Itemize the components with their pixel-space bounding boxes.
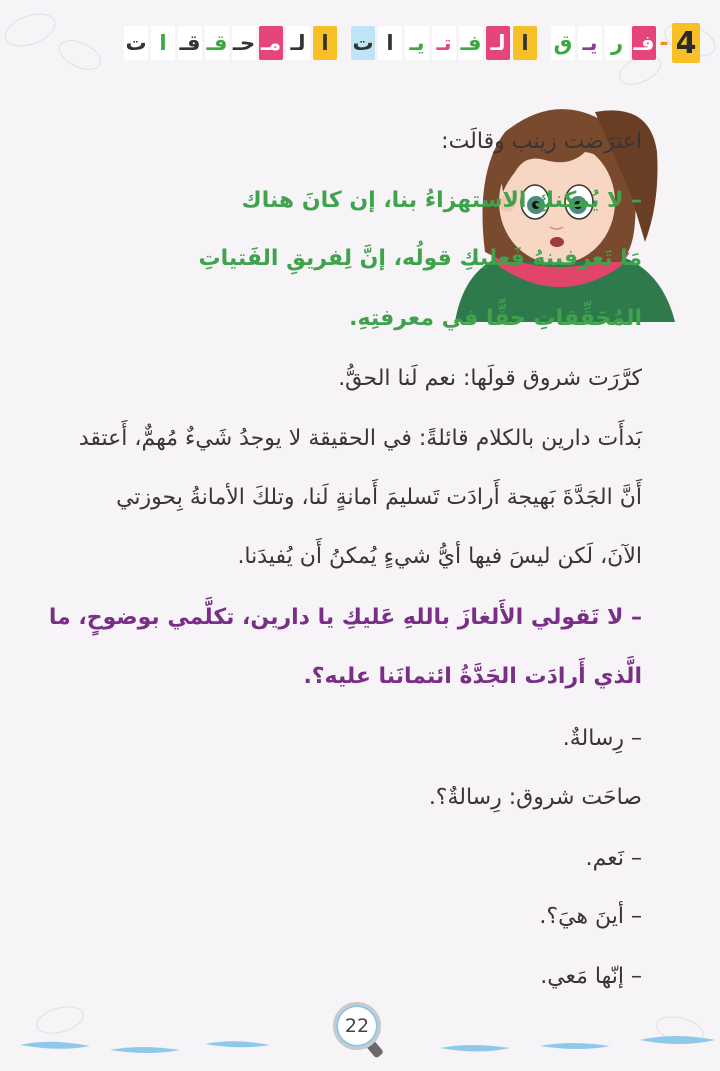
title-letter-tile: ق	[551, 26, 575, 60]
chapter-number: 4	[672, 23, 700, 63]
page-number: 22	[333, 1002, 381, 1050]
title-letter-tile: يـ	[405, 26, 429, 60]
story-line: المُحَقِّقاتِ حقًّا في معرفتِهِ.	[349, 306, 642, 331]
title-letter-tile	[540, 26, 548, 60]
title-letter-tile: فـ	[632, 26, 656, 60]
story-line: كرَّرَت شروق قولَها: نعم لَنا الحقُّ.	[338, 366, 642, 391]
title-letter-tile: ا	[313, 26, 337, 60]
title-letter-tiles	[124, 26, 656, 60]
title-letter-tile: ر	[605, 26, 629, 60]
story-line: صاحَت شروق: رِسالةٌ؟.	[428, 785, 642, 810]
title-letter-tile: يـ	[578, 26, 602, 60]
story-line: – لا يُمكنكِ الاستهزاءُ بنا، إن كانَ هناك	[241, 188, 642, 213]
story-line: – لا تَقولي الأَلغازَ باللهِ عَليكِ يا دارين، تكلَّمي بوضوحٍ، ما	[48, 605, 642, 630]
title-letter-tile: ا	[151, 26, 175, 60]
title-letter-tile: مـ	[259, 26, 283, 60]
story-line: الَّذي أَرادَت الجَدَّةُ ائتمانَنا عليه؟.	[303, 664, 642, 689]
chapter-title-banner	[124, 14, 700, 72]
title-letter-tile: حـ	[232, 26, 256, 60]
title-letter-tile: ا	[513, 26, 537, 60]
title-dash: -	[659, 30, 669, 56]
story-line: – أينَ هيَ؟.	[539, 904, 642, 929]
title-letter-tile: ت	[124, 26, 148, 60]
title-letter-tile: ت	[351, 26, 375, 60]
story-line: بَدأَت دارين بالكلام قائلةً: في الحقيقة لا يوجدُ شَيءٌ مُهمٌّ، أَعتقد	[78, 426, 642, 451]
story-line: مَا تَعرفينهُ فَعليكِ قولُه، إنَّ لِفريقِ الفَتياتِ	[198, 246, 642, 271]
title-letter-tile: فـ	[459, 26, 483, 60]
title-letter-tile: ا	[378, 26, 402, 60]
story-line: اعترَضت زينب وقالَت:	[441, 129, 642, 154]
title-letter-tile: لـ	[286, 26, 310, 60]
story-line: – نَعم.	[585, 846, 642, 871]
title-letter-tile	[340, 26, 348, 60]
story-line: الآنَ، لَكن ليسَ فيها أيُّ شيءٍ يُمكنُ أَن يُفيدَنا.	[237, 544, 642, 569]
story-line: أَنَّ الجَدَّةَ بَهيجة أَرادَت تَسليمَ أَمانةٍ لَنا، وتلكَ الأمانةُ بِحوزتي	[116, 485, 642, 510]
title-letter-tile: قـ	[178, 26, 202, 60]
story-line: – رِسالةٌ.	[562, 726, 642, 751]
story-line: – إنّها مَعي.	[540, 964, 642, 989]
title-letter-tile: لـ	[486, 26, 510, 60]
title-letter-tile: تـ	[432, 26, 456, 60]
title-letter-tile: قـ	[205, 26, 229, 60]
